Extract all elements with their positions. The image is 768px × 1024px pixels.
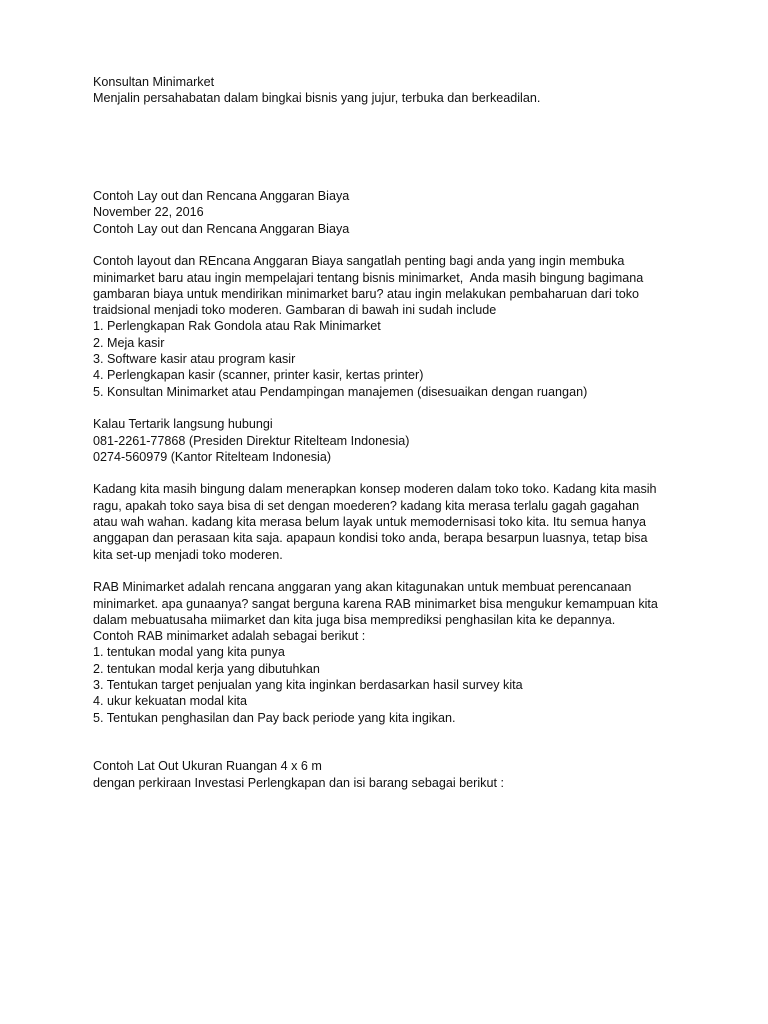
site-tagline: Menjalin persahabatan dalam bingkai bisnis yang jujur, terbuka dan berkeadilan. bbox=[93, 91, 541, 106]
rab-list-item: 3. Tentukan target penjualan yang kita inginkan berdasarkan hasil survey kita bbox=[93, 678, 523, 692]
layout-section-description: dengan perkiraan Investasi Perlengkapan dan isi barang sebagai berikut : bbox=[93, 775, 504, 790]
rab-line: RAB Minimarket adalah rencana anggaran yang akan kitagunakan untuk membuat perencanaan bbox=[93, 580, 632, 595]
rab-list-item: 2. tentukan modal kerja yang dibutuhkan bbox=[93, 661, 320, 676]
post-date: November 22, 2016 bbox=[93, 205, 204, 220]
paragraph-line: Kadang kita masih bingung dalam menerapkan konsep moderen dalam toko toko. Kadang kita masih bbox=[93, 482, 657, 497]
include-list-item: 1. Perlengkapan Rak Gondola atau Rak Minimarket bbox=[93, 319, 381, 334]
include-list-item: 3. Software kasir atau program kasir bbox=[93, 352, 296, 367]
document-page bbox=[93, 74, 733, 791]
spacer bbox=[93, 563, 733, 579]
spacer bbox=[93, 237, 733, 253]
spacer bbox=[93, 400, 733, 416]
post-title: Contoh Lay out dan Rencana Anggaran Biaya bbox=[93, 189, 350, 204]
include-list-item: 2. Meja kasir bbox=[93, 335, 165, 350]
paragraph-line: ragu, apakah toko saya bisa di set dengan moederen? kadang kita merasa terlalu gagah gagahan bbox=[93, 498, 640, 513]
include-list-item: 5. Konsultan Minimarket atau Pendampingan manajemen (disesuaikan dengan ruangan) bbox=[93, 384, 588, 399]
paragraph-line: atau wah wahan. kadang kita merasa belum layak untuk memodernisasi toko kita. Itu semua hanya bbox=[93, 515, 647, 530]
layout-section-title: Contoh Lat Out Ukuran Ruangan 4 x 6 m bbox=[93, 759, 322, 774]
rab-line: dalam mebuatusaha miimarket dan kita juga bisa memprediksi penghasilan kita ke depannya. bbox=[93, 612, 616, 627]
rab-line: Contoh RAB minimarket adalah sebagai berikut : bbox=[93, 629, 366, 644]
intro-line: minimarket baru atau ingin mempelajari tentang bisnis minimarket, Anda masih bingung bagimana bbox=[93, 270, 644, 285]
spacer bbox=[93, 726, 733, 759]
rab-list-item: 1. tentukan modal yang kita punya bbox=[93, 645, 285, 660]
contact-phone-office: 0274-560979 (Kantor Ritelteam Indonesia) bbox=[93, 449, 332, 464]
post-subtitle: Contoh Lay out dan Rencana Anggaran Biaya bbox=[93, 221, 350, 236]
contact-phone-director: 081-2261-77868 (Presiden Direktur Ritelteam Indonesia) bbox=[93, 433, 410, 448]
rab-list-item: 5. Tentukan penghasilan dan Pay back periode yang kita ingikan. bbox=[93, 710, 456, 725]
site-title: Konsultan Minimarket bbox=[93, 75, 215, 89]
intro-line: Contoh layout dan REncana Anggaran Biaya sangatlah penting bagi anda yang ingin membuka bbox=[93, 254, 625, 269]
paragraph-line: kita set-up menjadi toko moderen. bbox=[93, 547, 283, 562]
spacer bbox=[93, 465, 733, 481]
contact-heading: Kalau Tertarik langsung hubungi bbox=[93, 417, 273, 432]
rab-line: minimarket. apa gunaanya? sangat berguna karena RAB minimarket bisa mengukur kemampuan kita bbox=[93, 596, 658, 611]
spacer bbox=[93, 107, 733, 189]
intro-line: traidsional menjadi toko moderen. Gambaran di bawah ini sudah include bbox=[93, 303, 497, 318]
intro-line: gambaran biaya untuk mendirikan minimarket baru? atau ingin melakukan pembaharuan dari toko bbox=[93, 286, 640, 301]
include-list-item: 4. Perlengkapan kasir (scanner, printer kasir, kertas printer) bbox=[93, 368, 424, 383]
paragraph-line: anggapan dan perasaan kita saja. apapaun kondisi toko anda, berapa besarpun luasnya, tetap bisa bbox=[93, 531, 648, 546]
rab-list-item: 4. ukur kekuatan modal kita bbox=[93, 694, 248, 709]
